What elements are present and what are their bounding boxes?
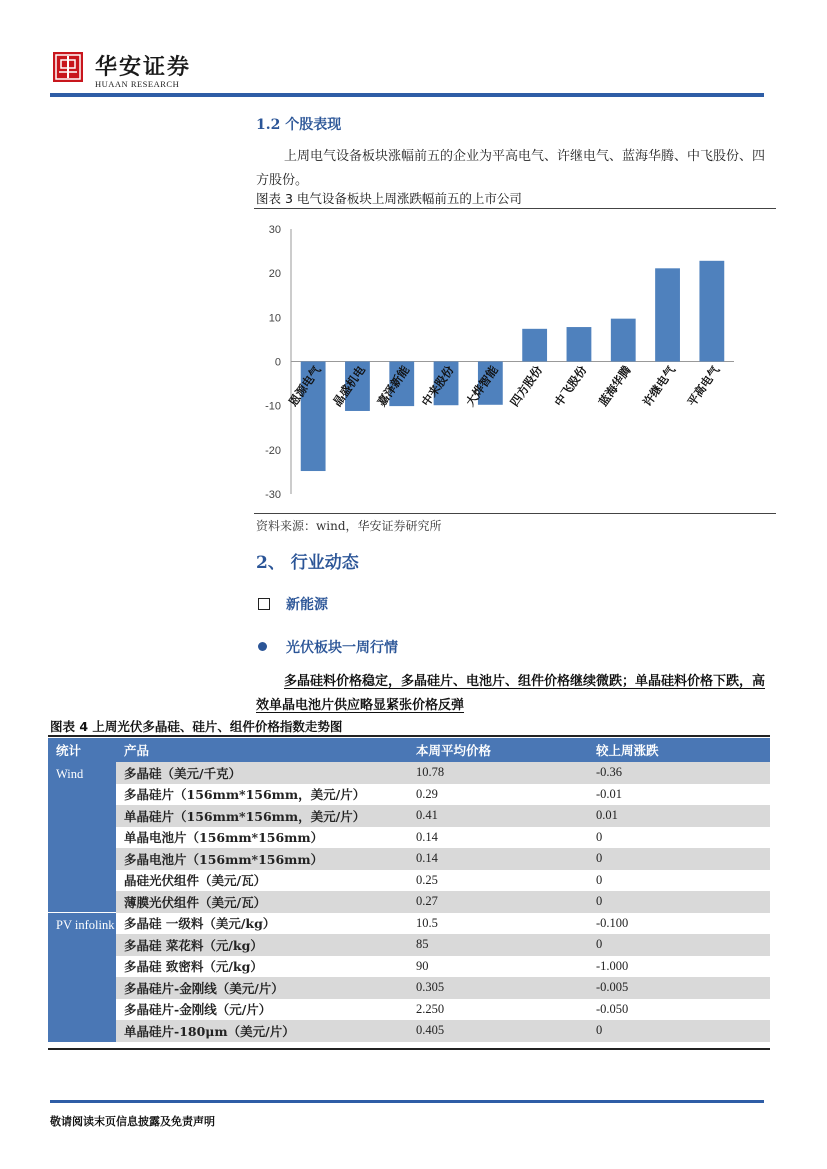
industry-heading: 2、 行业动态 — [256, 553, 359, 573]
brand-name-en: HUAAN RESEARCH — [95, 79, 180, 89]
x-tick-label: 四方股份 — [507, 363, 546, 409]
product-cell: 单晶硅片（156mm*156mm，美元/片） — [116, 805, 408, 827]
change-cell: -0.36 — [588, 762, 770, 784]
y-tick-label: 20 — [268, 268, 281, 281]
bar — [699, 261, 724, 362]
change-cell: 0 — [596, 829, 603, 844]
product-cell: 多晶硅片-金刚线（美元/片） — [116, 977, 408, 999]
change-cell: -1.000 — [596, 958, 629, 973]
avg-price-cell: 90 — [416, 958, 429, 973]
bar — [522, 329, 547, 362]
product-cell: 多晶硅（美元/千克） — [116, 762, 408, 784]
y-tick-label: -20 — [265, 444, 281, 457]
y-tick-label: 10 — [268, 312, 281, 325]
y-tick-label: -30 — [265, 489, 281, 501]
change-cell: 0 — [588, 1020, 770, 1042]
header-divider — [50, 93, 764, 97]
change-cell: -0.005 — [588, 977, 770, 999]
change-cell: 0 — [588, 848, 770, 870]
product-cell: 多晶硅 一级料（美元/kg） — [124, 916, 276, 932]
avg-price-cell: 0.305 — [408, 977, 588, 999]
x-tick-label: 恩源电气 — [285, 363, 324, 409]
table-row — [48, 913, 770, 935]
col-header-change: 较上周涨跌 — [588, 738, 770, 762]
avg-price-cell: 0.405 — [408, 1020, 588, 1042]
product-cell: 薄膜光伏组件（美元/瓦） — [116, 891, 408, 913]
subsection-new-energy: 新能源 — [286, 597, 328, 613]
product-cell: 多晶硅 菜花料（元/kg） — [116, 934, 408, 956]
y-tick-label: 30 — [268, 224, 281, 236]
product-cell: 单晶电池片（156mm*156mm） — [124, 830, 324, 846]
source-cell-wind: Wind — [48, 762, 116, 913]
brand-name-cn: 华安证券 — [95, 54, 192, 80]
y-tick-label: 0 — [274, 356, 281, 369]
change-cell: -0.100 — [596, 915, 629, 930]
x-tick-label: 平高电气 — [684, 363, 723, 409]
avg-price-cell: 85 — [408, 934, 588, 956]
change-cell: 0 — [588, 891, 770, 913]
figure-caption: 图表 3 电气设备板块上周涨跌幅前五的上市公司 — [256, 191, 522, 206]
table-caption: 图表 4 上周光伏多晶硅、硅片、组件价格指数走势图 — [50, 719, 343, 734]
logo-mark-icon — [53, 52, 83, 82]
source-cell-pv-infolink: PV infolink — [48, 913, 116, 1042]
avg-price-cell: 0.41 — [408, 805, 588, 827]
x-tick-label: 许继电气 — [640, 363, 679, 409]
table-bottom-rule — [48, 1048, 770, 1050]
product-cell: 单晶硅片-180μm（美元/片） — [116, 1020, 408, 1042]
change-cell: 0.01 — [588, 805, 770, 827]
product-cell: 多晶硅片-金刚线（元/片） — [124, 1002, 272, 1018]
x-tick-label: 大烨智能 — [462, 363, 501, 409]
table-row — [48, 977, 770, 999]
bullet-icon — [258, 642, 267, 651]
bar — [655, 268, 680, 361]
table-row — [48, 891, 770, 913]
product-cell: 晶硅光伏组件（美元/瓦） — [124, 873, 267, 889]
table-row — [48, 999, 770, 1021]
avg-price-cell: 0.14 — [416, 829, 438, 844]
company-logo — [53, 52, 83, 82]
pv-summary: 多晶硅料价格稳定，多晶硅片、电池片、组件价格继续微跌；单晶硅料价格下跌，高效单晶电池片供应略显紧张价格反弹 — [256, 674, 766, 713]
table-top-rule — [48, 735, 770, 737]
avg-price-cell: 10.5 — [416, 915, 438, 930]
table-row — [48, 848, 770, 870]
table-row — [48, 762, 770, 784]
figure-bottom-rule — [254, 513, 776, 514]
checkbox-icon — [258, 598, 270, 610]
col-header-source: 统计 — [48, 738, 116, 762]
avg-price-cell: 2.250 — [416, 1001, 445, 1016]
product-cell: 多晶硅 致密料（元/kg） — [124, 959, 263, 975]
bar-chart — [254, 212, 776, 510]
product-cell: 多晶电池片（156mm*156mm） — [116, 848, 408, 870]
price-table — [48, 738, 770, 1042]
footer-divider — [50, 1100, 764, 1103]
x-tick-label: 晶盛机电 — [330, 363, 368, 409]
table-row — [48, 870, 770, 892]
table-row — [48, 934, 770, 956]
figure-top-rule — [254, 208, 776, 209]
bar — [611, 319, 636, 362]
section-paragraph: 上周电气设备板块涨幅前五的企业为平高电气、许继电气、蓝海华腾、中飞股份、四方股份。 — [256, 149, 766, 188]
col-header-product: 产品 — [116, 738, 408, 762]
change-cell: -0.01 — [596, 786, 623, 801]
table-row — [48, 784, 770, 806]
avg-price-cell: 0.25 — [416, 872, 438, 887]
change-cell: -0.050 — [596, 1001, 629, 1016]
avg-price-cell: 10.78 — [408, 762, 588, 784]
section-title: 1.2 个股表现 — [256, 117, 342, 133]
figure-source: 资料来源：wind，华安证券研究所 — [256, 519, 442, 533]
table-row — [48, 956, 770, 978]
table-row — [48, 827, 770, 849]
avg-price-cell: 0.27 — [408, 891, 588, 913]
product-cell: 多晶硅片（156mm*156mm，美元/片） — [124, 787, 366, 803]
change-cell: 0 — [596, 872, 603, 887]
table-row — [48, 805, 770, 827]
y-tick-label: -10 — [265, 400, 281, 413]
x-tick-label: 嘉泽新能 — [374, 363, 413, 409]
bar — [567, 327, 592, 361]
footer-disclaimer: 敬请阅读末页信息披露及免责声明 — [50, 1115, 215, 1128]
table-row — [48, 1020, 770, 1042]
subsection-pv-weekly: 光伏板块一周行情 — [286, 640, 398, 656]
col-header-avg-price: 本周平均价格 — [408, 738, 588, 762]
change-cell: 0 — [588, 934, 770, 956]
avg-price-cell: 0.14 — [408, 848, 588, 870]
x-tick-label: 中飞股份 — [551, 363, 590, 409]
table-header-row — [48, 738, 770, 762]
x-tick-label: 中来股份 — [418, 363, 457, 409]
avg-price-cell: 0.29 — [416, 786, 438, 801]
x-tick-label: 蓝海华腾 — [595, 363, 634, 409]
